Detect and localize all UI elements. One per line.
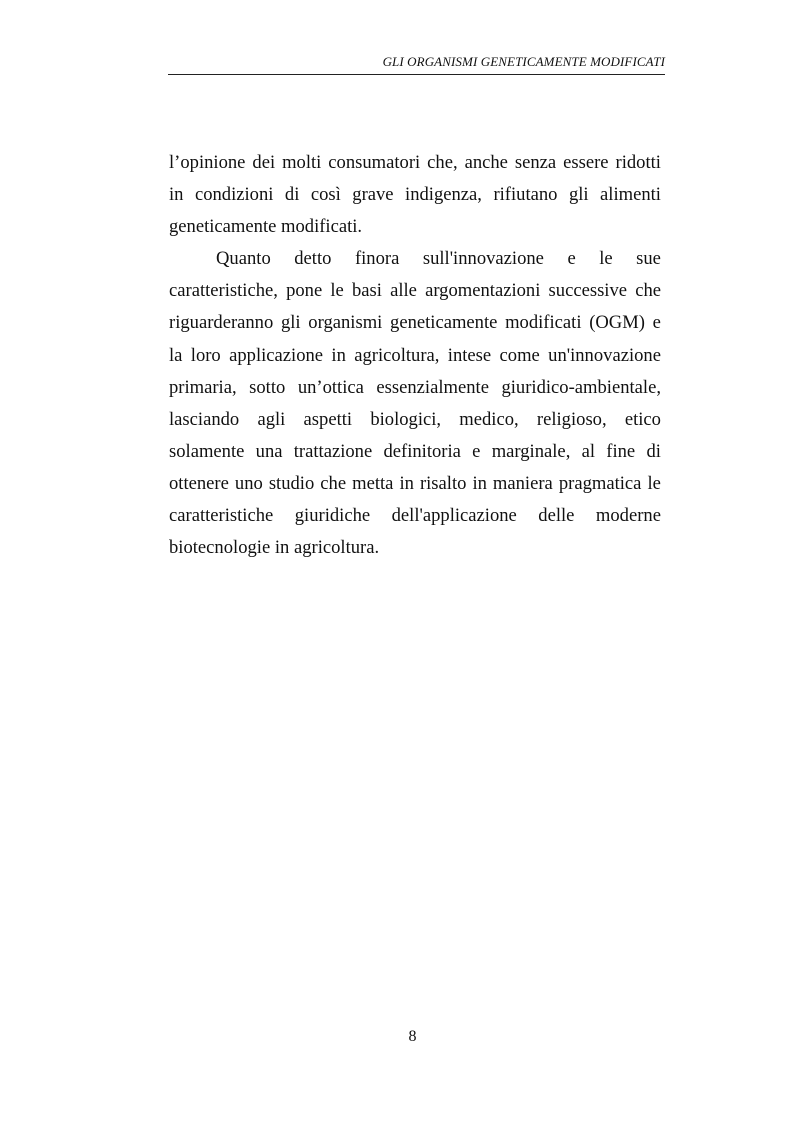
- word: religioso,: [536, 408, 607, 430]
- word: delle: [538, 505, 575, 527]
- word: medico,: [459, 408, 519, 430]
- word: di: [646, 440, 661, 462]
- text-line: [169, 436, 661, 468]
- word: applicazione: [229, 344, 324, 366]
- word: studio: [268, 472, 315, 494]
- word: risalto: [419, 472, 467, 494]
- text-line: [169, 340, 661, 372]
- word: essenzialmente: [376, 376, 489, 398]
- word: sue: [636, 248, 661, 270]
- word: le: [330, 280, 344, 302]
- text-line: [169, 243, 661, 275]
- word: consumatori: [328, 152, 421, 173]
- word: (OGM): [589, 312, 645, 334]
- word: organismi: [308, 312, 383, 334]
- word: biologici,: [370, 408, 442, 430]
- word: successive: [548, 280, 628, 302]
- word: le: [599, 248, 613, 270]
- word: anche: [464, 152, 508, 173]
- word: caratteristiche,: [169, 280, 278, 302]
- word: argomentazioni: [425, 280, 541, 302]
- word: gli: [568, 184, 589, 206]
- word: e: [652, 312, 661, 334]
- word: fine: [606, 440, 636, 462]
- word: ottenere: [169, 472, 229, 494]
- word: pragmatica: [558, 472, 642, 494]
- word: la: [169, 344, 183, 366]
- word: così: [310, 184, 341, 206]
- text-line: geneticamente modificati.: [169, 216, 363, 238]
- word: aspetti: [303, 408, 353, 430]
- word: alle: [390, 280, 417, 302]
- word: molti: [282, 152, 322, 173]
- word: metta: [352, 472, 394, 494]
- word: senza: [514, 152, 557, 173]
- word: le: [647, 472, 661, 494]
- paragraph-1: [169, 147, 661, 243]
- word: e: [567, 248, 576, 270]
- word: in: [169, 184, 184, 206]
- text-line: [169, 307, 661, 339]
- word: dei: [252, 152, 276, 173]
- word: marginale,: [491, 440, 571, 462]
- word: uno: [234, 472, 263, 494]
- word: giuridico-ambientale,: [501, 376, 661, 398]
- word: rifiutano: [493, 184, 558, 206]
- word: condizioni: [194, 184, 274, 206]
- word: che,: [427, 152, 458, 173]
- word: e: [472, 440, 481, 462]
- text-line: biotecnologie in agricoltura.: [169, 537, 380, 559]
- word: solamente: [169, 440, 245, 462]
- text-line: [169, 275, 661, 307]
- word: agli: [257, 408, 286, 430]
- text-line: [169, 500, 661, 532]
- header-rule: [168, 74, 665, 75]
- word: basi: [351, 280, 382, 302]
- word: alimenti: [600, 184, 661, 206]
- word: primaria,: [169, 376, 237, 398]
- word: che: [635, 280, 661, 302]
- word: riguarderanno: [169, 312, 274, 334]
- word: l’opinione: [169, 152, 246, 173]
- word: sotto: [249, 376, 286, 398]
- word: intese: [447, 344, 492, 366]
- word: sull'innovazione: [422, 248, 544, 270]
- word: indigenza,: [405, 184, 482, 206]
- word: etico: [624, 408, 661, 430]
- word: maniera: [492, 472, 553, 494]
- word: ridotti: [615, 152, 661, 173]
- page-number: 8: [408, 1028, 417, 1045]
- word: di: [284, 184, 300, 206]
- word: un'innovazione: [548, 344, 661, 366]
- word: essere: [563, 152, 609, 173]
- text-line: [169, 179, 661, 211]
- word: modificati: [505, 312, 582, 334]
- text-line: [169, 372, 661, 404]
- word: giuridiche: [294, 505, 371, 527]
- word: in: [399, 472, 414, 494]
- word: gli: [280, 312, 301, 334]
- word: Quanto: [216, 248, 271, 270]
- word: finora: [354, 248, 400, 270]
- word: grave: [352, 184, 394, 206]
- word: moderne: [595, 505, 661, 527]
- body-text: [169, 147, 661, 564]
- word: una: [255, 440, 283, 462]
- word: in: [472, 472, 487, 494]
- word: detto: [294, 248, 332, 270]
- word: dell'applicazione: [391, 505, 517, 527]
- word: definitoria: [383, 440, 461, 462]
- word: al: [581, 440, 596, 462]
- word: un’ottica: [297, 376, 364, 398]
- word: trattazione: [293, 440, 373, 462]
- paragraph-2: [169, 243, 661, 564]
- word: come: [499, 344, 540, 366]
- word: loro: [190, 344, 221, 366]
- word: agricoltura,: [354, 344, 440, 366]
- word: caratteristiche: [169, 505, 274, 527]
- running-header: GLI ORGANISMI GENETICAMENTE MODIFICATI: [382, 54, 665, 69]
- word: pone: [286, 280, 323, 302]
- text-line: [169, 468, 661, 500]
- text-line: [169, 147, 661, 179]
- word: che: [320, 472, 347, 494]
- text-line: [169, 404, 661, 436]
- word: in: [331, 344, 346, 366]
- word: lasciando: [169, 408, 240, 430]
- word: geneticamente: [390, 312, 498, 334]
